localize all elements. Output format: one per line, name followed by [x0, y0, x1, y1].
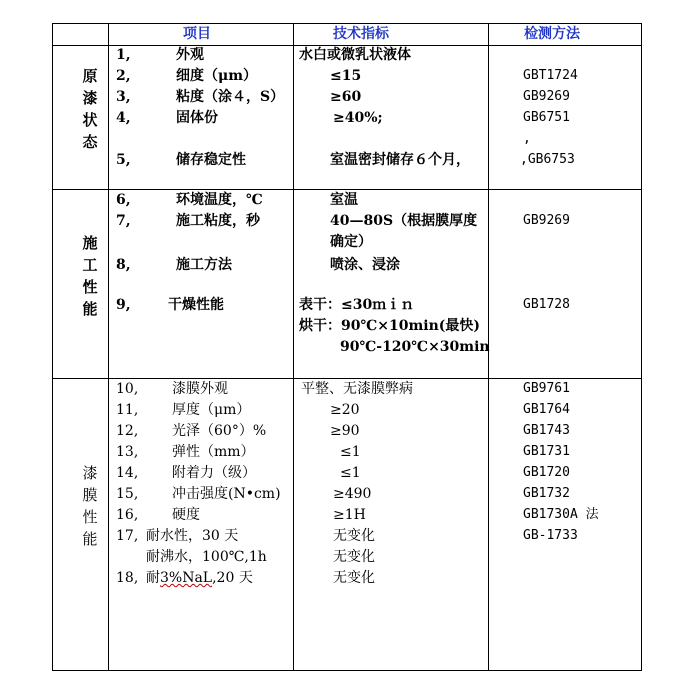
row-name: 光泽（60°）%	[172, 423, 267, 439]
col-divider-1	[108, 23, 109, 671]
row-no: 6,	[116, 192, 131, 208]
row-spec: 确定）	[330, 234, 372, 250]
row-no: 13,	[116, 444, 139, 460]
row-method: ,GB6753	[520, 152, 575, 167]
row-spec: ≥40%;	[333, 110, 383, 126]
row-spec: ≥20	[330, 402, 360, 418]
table-border-right	[641, 23, 642, 671]
row-no: 9,	[116, 297, 131, 313]
row-spec: 表干：≤30ｍｉｎ	[299, 297, 415, 313]
section-label-construction: 施 工 性 能	[82, 234, 98, 318]
table-border-top	[52, 23, 642, 24]
row-name: 环境温度，℃	[176, 192, 263, 208]
spellcheck-underline: 3%NaL	[160, 570, 213, 586]
row-method: GBT1724	[523, 68, 578, 83]
row-name: 硬度	[172, 507, 200, 523]
row-method: GB1728	[523, 297, 570, 312]
row-method: GB1743	[523, 423, 570, 438]
row-method: GB9269	[523, 213, 570, 228]
row-name: 干燥性能	[168, 297, 224, 313]
row-spec: ≤15	[330, 68, 362, 84]
row-name: 耐沸水，100℃,1h	[146, 549, 267, 565]
row-method: GB1731	[523, 444, 570, 459]
row-name: 漆膜外观	[172, 381, 228, 397]
row-no: 7,	[116, 213, 131, 229]
row-no: 2,	[116, 68, 131, 84]
row-spec: ≥90	[330, 423, 360, 439]
row-method: GB9269	[523, 89, 570, 104]
row-method: ,	[523, 131, 531, 146]
row-name: 冲击强度(N•cm)	[172, 486, 281, 502]
row-spec: 室温	[330, 192, 358, 208]
row-name: 固体份	[176, 110, 218, 126]
row-spec: ≥1H	[333, 507, 366, 523]
row-method: GB-1733	[523, 528, 578, 543]
row-spec: 烘干：90℃×10min(最快)	[299, 318, 481, 334]
row-spec: 90℃-120℃×30min	[340, 339, 490, 355]
row-no: 5,	[116, 152, 131, 168]
row-spec: 无变化	[333, 570, 375, 586]
row-name: 厚度（μm）	[172, 402, 251, 418]
row-name: 储存稳定性	[176, 152, 246, 168]
row-no: 4,	[116, 110, 131, 126]
row-name: 外观	[176, 47, 204, 63]
row-spec: ≤1	[340, 444, 361, 460]
row-spec: 无变化	[333, 549, 375, 565]
row-method: GB6751	[523, 110, 570, 125]
row-spec: 无变化	[333, 528, 375, 544]
row-method: GB1720	[523, 465, 570, 480]
row-name: 耐3%NaL,20 天	[146, 570, 253, 586]
row-no: 1,	[116, 47, 131, 63]
row-spec: ≥490	[333, 486, 372, 502]
row-no: 8,	[116, 257, 131, 273]
row-name: 施工方法	[176, 257, 232, 273]
section-label-film: 漆 膜 性 能	[82, 464, 98, 548]
row-method: GB1732	[523, 486, 570, 501]
row-name: 粘度（涂４，S）	[176, 89, 285, 105]
row-spec: ≤1	[340, 465, 361, 481]
row-spec: ≥60	[330, 89, 362, 105]
header-method: 检测方法	[524, 26, 580, 42]
row-no: 11,	[116, 402, 139, 418]
row-spec: 水白或微乳状液体	[299, 47, 411, 63]
row-name: 附着力（级）	[172, 465, 256, 481]
table-border-left	[52, 23, 53, 671]
table-border-bottom	[52, 670, 642, 671]
row-spec: 40—80S（根据膜厚度	[330, 213, 478, 229]
row-spec: 喷涂、浸涂	[330, 257, 400, 273]
header-item: 项目	[183, 26, 211, 42]
row-no: 12,	[116, 423, 139, 439]
row-no: 18,	[116, 570, 139, 586]
row-name: 施工粘度，秒	[176, 213, 260, 229]
row-name: 耐水性，30 天	[146, 528, 239, 544]
row-no: 16,	[116, 507, 139, 523]
row-method: GB1764	[523, 402, 570, 417]
row-name: 弹性（mm）	[172, 444, 255, 460]
header-spec: 技术指标	[333, 26, 389, 42]
row-method: GB9761	[523, 381, 570, 396]
row-no: 17,	[116, 528, 139, 544]
row-method: GB1730A 法	[523, 507, 599, 522]
row-spec: 室温密封储存６个月，	[330, 152, 470, 168]
row-name: 细度（μm）	[176, 68, 258, 84]
row-no: 15,	[116, 486, 139, 502]
col-divider-2	[293, 23, 294, 671]
row-spec: 平整、无漆膜弊病	[301, 381, 413, 397]
section-label-raw-paint: 原 漆 状 态	[82, 67, 98, 151]
row-no: 3,	[116, 89, 131, 105]
row-no: 10,	[116, 381, 139, 397]
row-no: 14,	[116, 465, 139, 481]
section-divider-2	[52, 378, 642, 379]
section-divider-1	[52, 189, 642, 190]
